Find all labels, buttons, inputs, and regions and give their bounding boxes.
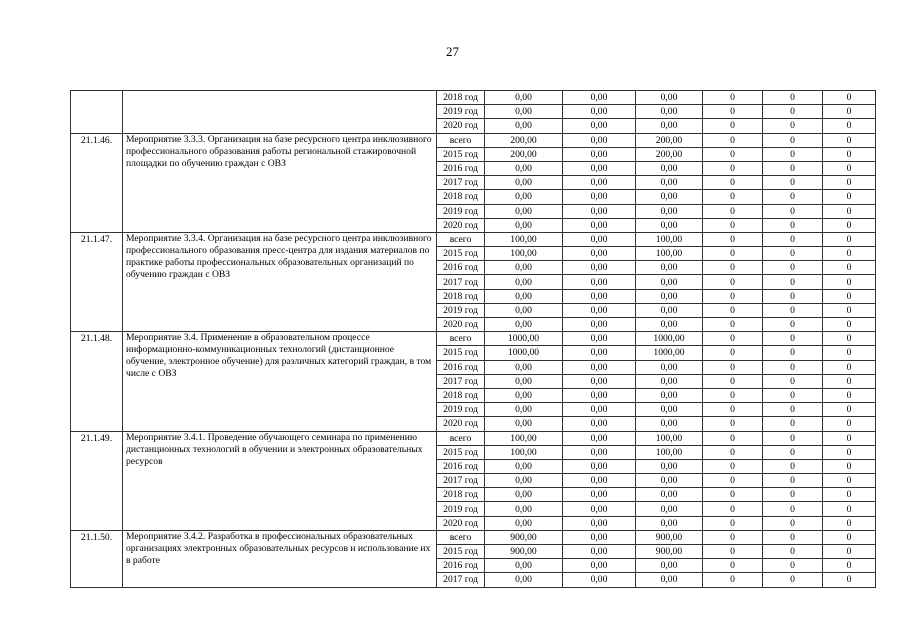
value-cell: 0: [703, 218, 763, 232]
item-number: 21.1.46.: [71, 133, 123, 232]
value-cell: 0,00: [563, 261, 636, 275]
year-cell: 2018 год: [437, 488, 485, 502]
value-cell: 0,00: [636, 516, 703, 530]
value-cell: 0,00: [485, 91, 563, 105]
value-cell: 0,00: [636, 488, 703, 502]
value-cell: 100,00: [636, 431, 703, 445]
value-cell: 0,00: [485, 190, 563, 204]
value-cell: 0: [703, 133, 763, 147]
value-cell: 100,00: [485, 232, 563, 246]
value-cell: 0: [823, 516, 876, 530]
year-cell: 2015 год: [437, 445, 485, 459]
value-cell: 0: [703, 502, 763, 516]
value-cell: 0: [823, 502, 876, 516]
value-cell: 0: [823, 232, 876, 246]
value-cell: 0,00: [636, 360, 703, 374]
value-cell: 0,00: [636, 318, 703, 332]
value-cell: 0,00: [563, 516, 636, 530]
value-cell: 0: [703, 275, 763, 289]
value-cell: 0,00: [485, 275, 563, 289]
value-cell: 0: [763, 176, 823, 190]
value-cell: 0,00: [636, 417, 703, 431]
value-cell: 0: [703, 318, 763, 332]
value-cell: 200,00: [636, 147, 703, 161]
value-cell: 0: [763, 204, 823, 218]
table-row: [71, 431, 876, 445]
year-cell: 2016 год: [437, 261, 485, 275]
value-cell: 0,00: [563, 488, 636, 502]
value-cell: 0,00: [485, 218, 563, 232]
value-cell: 0: [823, 105, 876, 119]
value-cell: 0: [763, 161, 823, 175]
value-cell: 0: [703, 261, 763, 275]
value-cell: 0: [703, 459, 763, 473]
value-cell: 0: [703, 431, 763, 445]
value-cell: 0: [763, 445, 823, 459]
year-cell: 2020 год: [437, 218, 485, 232]
value-cell: 0: [763, 318, 823, 332]
value-cell: 0: [703, 91, 763, 105]
year-cell: 2019 год: [437, 502, 485, 516]
year-cell: 2016 год: [437, 360, 485, 374]
value-cell: 0: [703, 176, 763, 190]
value-cell: 0,00: [636, 559, 703, 573]
value-cell: 0,00: [563, 332, 636, 346]
year-cell: 2017 год: [437, 374, 485, 388]
value-cell: 0,00: [485, 403, 563, 417]
value-cell: 0,00: [485, 516, 563, 530]
value-cell: 0,00: [563, 190, 636, 204]
value-cell: 0,00: [485, 261, 563, 275]
value-cell: 0,00: [636, 91, 703, 105]
value-cell: 0: [763, 530, 823, 544]
value-cell: 0,00: [563, 431, 636, 445]
value-cell: 0,00: [485, 374, 563, 388]
activity-title: Мероприятие 3.4.2. Разработка в профессиональных образовательных организациях электронных образовательных ресурсов и использование их в работе: [123, 530, 437, 587]
value-cell: 0: [823, 119, 876, 133]
value-cell: 0,00: [485, 105, 563, 119]
value-cell: 0,00: [563, 161, 636, 175]
year-cell: всего: [437, 332, 485, 346]
year-cell: 2015 год: [437, 545, 485, 559]
value-cell: 0: [823, 459, 876, 473]
value-cell: 0: [703, 573, 763, 587]
value-cell: 0,00: [485, 502, 563, 516]
value-cell: 0: [823, 488, 876, 502]
value-cell: 0,00: [563, 289, 636, 303]
year-cell: 2020 год: [437, 119, 485, 133]
value-cell: 0,00: [636, 204, 703, 218]
table-row: [71, 530, 876, 544]
value-cell: 0: [763, 119, 823, 133]
item-number: 21.1.48.: [71, 332, 123, 431]
value-cell: 0,00: [485, 119, 563, 133]
value-cell: 0: [703, 119, 763, 133]
value-cell: 0: [763, 417, 823, 431]
year-cell: всего: [437, 530, 485, 544]
item-number: [71, 91, 123, 134]
value-cell: 0,00: [563, 232, 636, 246]
value-cell: 0,00: [636, 119, 703, 133]
year-cell: 2017 год: [437, 275, 485, 289]
value-cell: 100,00: [485, 247, 563, 261]
value-cell: 0,00: [563, 105, 636, 119]
value-cell: 0,00: [563, 360, 636, 374]
year-cell: 2016 год: [437, 559, 485, 573]
value-cell: 0,00: [563, 346, 636, 360]
value-cell: 0: [703, 190, 763, 204]
value-cell: 0: [763, 190, 823, 204]
value-cell: 0: [763, 403, 823, 417]
value-cell: 0: [823, 530, 876, 544]
value-cell: 0,00: [563, 204, 636, 218]
value-cell: 0: [823, 303, 876, 317]
value-cell: 0: [823, 573, 876, 587]
year-cell: 2019 год: [437, 403, 485, 417]
year-cell: 2018 год: [437, 289, 485, 303]
value-cell: 0: [703, 289, 763, 303]
year-cell: 2020 год: [437, 516, 485, 530]
activity-title: Мероприятие 3.4.1. Проведение обучающего семинара по применению дистанционных технологий в обучении и электронных образовательных ресурсов: [123, 431, 437, 530]
value-cell: 0,00: [485, 289, 563, 303]
year-cell: 2018 год: [437, 388, 485, 402]
value-cell: 0: [763, 459, 823, 473]
value-cell: 0,00: [636, 502, 703, 516]
value-cell: 0: [823, 332, 876, 346]
value-cell: 900,00: [485, 545, 563, 559]
value-cell: 0,00: [563, 133, 636, 147]
year-cell: 2019 год: [437, 204, 485, 218]
value-cell: 1000,00: [636, 332, 703, 346]
value-cell: 0: [823, 190, 876, 204]
year-cell: 2020 год: [437, 417, 485, 431]
value-cell: 0,00: [563, 559, 636, 573]
value-cell: 0: [823, 374, 876, 388]
value-cell: 0,00: [636, 474, 703, 488]
value-cell: 0,00: [563, 275, 636, 289]
value-cell: 0: [703, 445, 763, 459]
value-cell: 0,00: [485, 559, 563, 573]
value-cell: 0,00: [636, 459, 703, 473]
value-cell: 0: [703, 388, 763, 402]
value-cell: 0: [823, 289, 876, 303]
value-cell: 0,00: [485, 360, 563, 374]
item-number: 21.1.47.: [71, 232, 123, 331]
year-cell: 2015 год: [437, 346, 485, 360]
value-cell: 0,00: [563, 374, 636, 388]
year-cell: всего: [437, 431, 485, 445]
value-cell: 0,00: [563, 218, 636, 232]
value-cell: 0: [763, 232, 823, 246]
value-cell: 1000,00: [485, 346, 563, 360]
value-cell: 0,00: [563, 247, 636, 261]
value-cell: 0: [703, 360, 763, 374]
value-cell: 0,00: [636, 190, 703, 204]
value-cell: 0: [703, 105, 763, 119]
value-cell: 0,00: [563, 318, 636, 332]
value-cell: 900,00: [636, 545, 703, 559]
value-cell: 0: [823, 204, 876, 218]
value-cell: 200,00: [485, 147, 563, 161]
table-row: [71, 332, 876, 346]
year-cell: 2017 год: [437, 474, 485, 488]
item-number: 21.1.49.: [71, 431, 123, 530]
value-cell: 0: [763, 105, 823, 119]
value-cell: 0: [763, 346, 823, 360]
value-cell: 900,00: [636, 530, 703, 544]
value-cell: 200,00: [485, 133, 563, 147]
value-cell: 100,00: [636, 445, 703, 459]
value-cell: 0: [763, 360, 823, 374]
value-cell: 0: [763, 218, 823, 232]
value-cell: 0,00: [636, 275, 703, 289]
value-cell: 0: [823, 147, 876, 161]
value-cell: 0: [823, 445, 876, 459]
value-cell: 0: [763, 332, 823, 346]
value-cell: 0,00: [563, 530, 636, 544]
value-cell: 0: [763, 573, 823, 587]
year-cell: всего: [437, 133, 485, 147]
value-cell: 0,00: [563, 147, 636, 161]
value-cell: 0: [703, 204, 763, 218]
year-cell: 2019 год: [437, 105, 485, 119]
value-cell: 0,00: [485, 204, 563, 218]
value-cell: 0: [763, 502, 823, 516]
value-cell: 100,00: [485, 445, 563, 459]
value-cell: 0,00: [636, 374, 703, 388]
table-row: [71, 133, 876, 147]
activity-title: Мероприятие 3.3.4. Организация на базе ресурсного центра инклюзивного профессионального образования пресс-центра для издания материалов по практике работы профессиональных образовательных организаций по обучению граждан с ОВЗ: [123, 232, 437, 331]
value-cell: 0: [763, 147, 823, 161]
year-cell: 2016 год: [437, 459, 485, 473]
value-cell: 0,00: [485, 318, 563, 332]
value-cell: 0,00: [563, 445, 636, 459]
value-cell: 0: [823, 318, 876, 332]
year-cell: 2015 год: [437, 147, 485, 161]
value-cell: 0: [823, 545, 876, 559]
value-cell: 0: [703, 161, 763, 175]
value-cell: 100,00: [636, 232, 703, 246]
value-cell: 0: [763, 133, 823, 147]
value-cell: 200,00: [636, 133, 703, 147]
value-cell: 0: [763, 431, 823, 445]
value-cell: 0,00: [485, 459, 563, 473]
value-cell: 0,00: [636, 403, 703, 417]
value-cell: 0,00: [485, 573, 563, 587]
value-cell: 0: [703, 332, 763, 346]
value-cell: 0,00: [563, 474, 636, 488]
value-cell: 0: [823, 388, 876, 402]
value-cell: 0: [823, 346, 876, 360]
value-cell: 0: [823, 431, 876, 445]
value-cell: 0: [703, 530, 763, 544]
value-cell: 0,00: [563, 573, 636, 587]
year-cell: всего: [437, 232, 485, 246]
value-cell: 0: [823, 218, 876, 232]
value-cell: 0: [703, 346, 763, 360]
value-cell: 0: [763, 374, 823, 388]
budget-table: [70, 90, 876, 588]
value-cell: 0,00: [563, 403, 636, 417]
value-cell: 0: [703, 247, 763, 261]
table-row: [71, 91, 876, 105]
year-cell: 2017 год: [437, 573, 485, 587]
value-cell: 0,00: [636, 303, 703, 317]
value-cell: 0: [823, 275, 876, 289]
value-cell: 0,00: [563, 545, 636, 559]
value-cell: 0,00: [485, 161, 563, 175]
year-cell: 2020 год: [437, 318, 485, 332]
value-cell: 0,00: [636, 161, 703, 175]
value-cell: 0: [703, 374, 763, 388]
value-cell: 0,00: [563, 388, 636, 402]
value-cell: 0,00: [563, 119, 636, 133]
value-cell: 0: [763, 289, 823, 303]
value-cell: 0: [823, 360, 876, 374]
year-cell: 2017 год: [437, 176, 485, 190]
value-cell: 0,00: [563, 502, 636, 516]
value-cell: 0: [823, 247, 876, 261]
value-cell: 0,00: [636, 289, 703, 303]
value-cell: 1000,00: [485, 332, 563, 346]
value-cell: 0: [823, 161, 876, 175]
value-cell: 0: [823, 91, 876, 105]
value-cell: 100,00: [636, 247, 703, 261]
activity-title: [123, 91, 437, 134]
value-cell: 0: [703, 403, 763, 417]
year-cell: 2019 год: [437, 303, 485, 317]
value-cell: 0: [703, 303, 763, 317]
value-cell: 0,00: [636, 573, 703, 587]
value-cell: 0: [823, 417, 876, 431]
value-cell: 0: [823, 261, 876, 275]
item-number: 21.1.50.: [71, 530, 123, 587]
value-cell: 0: [703, 232, 763, 246]
value-cell: 0: [763, 545, 823, 559]
page-number: 27: [446, 44, 459, 59]
value-cell: 0,00: [485, 303, 563, 317]
value-cell: 0,00: [636, 105, 703, 119]
value-cell: 0,00: [563, 176, 636, 190]
value-cell: 0: [703, 559, 763, 573]
value-cell: 0,00: [485, 417, 563, 431]
value-cell: 0: [823, 403, 876, 417]
value-cell: 0: [763, 474, 823, 488]
value-cell: 0: [703, 147, 763, 161]
year-cell: 2018 год: [437, 190, 485, 204]
value-cell: 0: [823, 176, 876, 190]
value-cell: 0: [823, 133, 876, 147]
value-cell: 0: [703, 417, 763, 431]
value-cell: 0: [703, 474, 763, 488]
year-cell: 2016 год: [437, 161, 485, 175]
value-cell: 0: [763, 559, 823, 573]
value-cell: 0: [823, 559, 876, 573]
value-cell: 0,00: [563, 459, 636, 473]
value-cell: 0: [763, 388, 823, 402]
year-cell: 2018 год: [437, 91, 485, 105]
value-cell: 0: [823, 474, 876, 488]
value-cell: 900,00: [485, 530, 563, 544]
activity-title: Мероприятие 3.3.3. Организация на базе ресурсного центра инклюзивного профессионального образования работы региональной стажировочной площадки по обучению граждан с ОВЗ: [123, 133, 437, 232]
table-row: [71, 232, 876, 246]
value-cell: 0: [703, 545, 763, 559]
value-cell: 0,00: [636, 388, 703, 402]
value-cell: 0,00: [636, 176, 703, 190]
value-cell: 0: [763, 261, 823, 275]
value-cell: 0,00: [563, 91, 636, 105]
value-cell: 0,00: [485, 388, 563, 402]
value-cell: 0,00: [485, 474, 563, 488]
value-cell: 0,00: [563, 303, 636, 317]
value-cell: 100,00: [485, 431, 563, 445]
value-cell: 0: [703, 516, 763, 530]
value-cell: 0: [763, 516, 823, 530]
value-cell: 0,00: [636, 261, 703, 275]
value-cell: 0: [763, 275, 823, 289]
activity-title: Мероприятие 3.4. Применение в образовательном процессе информационно-коммуникационных технологий (дистанционное обучение, электронное обучение) для различных категорий граждан, в том числе с ОВЗ: [123, 332, 437, 431]
year-cell: 2015 год: [437, 247, 485, 261]
value-cell: 0,00: [485, 176, 563, 190]
value-cell: 0,00: [485, 488, 563, 502]
value-cell: 0: [763, 247, 823, 261]
value-cell: 0,00: [636, 218, 703, 232]
value-cell: 0: [763, 303, 823, 317]
value-cell: 0: [763, 488, 823, 502]
value-cell: 0,00: [563, 417, 636, 431]
value-cell: 0: [763, 91, 823, 105]
value-cell: 0: [703, 488, 763, 502]
value-cell: 1000,00: [636, 346, 703, 360]
budget-table-body: [71, 91, 876, 588]
